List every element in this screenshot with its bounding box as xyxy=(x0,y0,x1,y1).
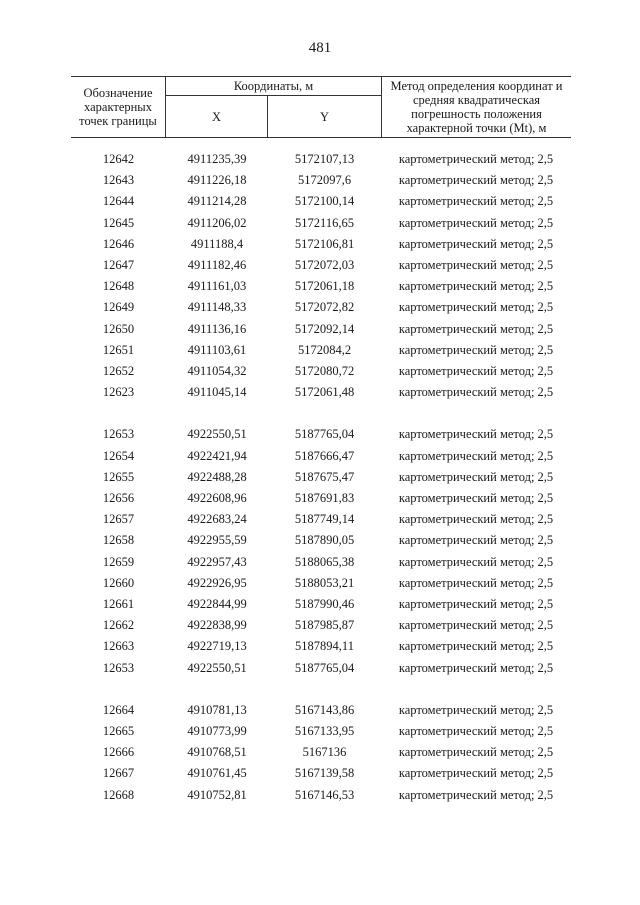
cell-coord-y: 5172107,13 xyxy=(294,152,355,166)
table-row xyxy=(71,170,571,191)
header-point-designation: Обозначение характерных точек границы xyxy=(71,77,166,137)
cell-point-id: 12668 xyxy=(102,787,135,802)
header-method: Метод определения координат и средняя квадратическая погрешность положения характерной точки (Mt), м xyxy=(381,77,571,137)
cell-point-id: 12647 xyxy=(102,257,135,272)
cell-coord-y: 5167146,53 xyxy=(294,787,355,802)
cell-point-id: 12661 xyxy=(102,596,135,611)
table-row xyxy=(71,213,571,234)
cell-coord-x: 4910768,51 xyxy=(187,745,247,760)
cell-point-id: 12644 xyxy=(102,194,135,209)
cell-point-id: 12667 xyxy=(102,766,135,781)
cell-coord-y: 5172061,48 xyxy=(294,385,355,400)
cell-coord-x: 4922608,96 xyxy=(187,491,247,505)
table-row xyxy=(71,276,571,297)
cell-coord-y: 5172072,82 xyxy=(294,300,355,315)
cell-point-id: 12666 xyxy=(102,745,135,760)
cell-coord-y: 5187990,46 xyxy=(294,596,355,611)
cell-coord-x: 4911182,46 xyxy=(187,257,247,272)
cell-point-id: 12659 xyxy=(102,554,135,569)
cell-coord-y: 5167143,86 xyxy=(294,702,355,717)
table-row xyxy=(71,297,571,318)
table-row xyxy=(71,382,571,403)
group-spacer xyxy=(71,679,571,700)
cell-coord-x: 4911045,14 xyxy=(187,385,247,400)
cell-method: картометрический метод; 2,5 xyxy=(398,766,554,781)
table-row xyxy=(71,763,571,784)
cell-coord-x: 4911161,03 xyxy=(187,279,247,294)
cell-point-id: 12665 xyxy=(102,724,135,739)
cell-coord-x: 4910761,45 xyxy=(187,766,247,781)
cell-coord-x: 4922838,99 xyxy=(187,618,247,633)
header-x: X xyxy=(166,96,268,137)
cell-point-id: 12658 xyxy=(102,533,135,548)
cell-method: картометрический метод; 2,5 xyxy=(398,745,554,760)
cell-method: картометрический метод; 2,5 xyxy=(398,575,554,590)
table-row xyxy=(71,255,571,276)
cell-method: картометрический метод; 2,5 xyxy=(398,152,554,166)
table-row xyxy=(71,573,571,594)
cell-point-id: 12650 xyxy=(102,321,135,336)
cell-point-id: 12623 xyxy=(102,385,135,400)
cell-point-id: 12654 xyxy=(102,448,135,463)
cell-method: картометрический метод; 2,5 xyxy=(398,660,554,675)
cell-coord-x: 4911214,28 xyxy=(187,194,247,209)
table-row xyxy=(71,149,571,170)
cell-coord-y: 5187894,11 xyxy=(295,639,354,654)
cell-method: картометрический метод; 2,5 xyxy=(398,639,554,654)
table-row xyxy=(71,446,571,467)
coordinates-table-body xyxy=(71,149,571,806)
cell-method: картометрический метод; 2,5 xyxy=(398,724,554,739)
cell-coord-x: 4922421,94 xyxy=(187,448,247,463)
cell-coord-y: 5172084,2 xyxy=(297,342,352,357)
cell-method: картометрический метод; 2,5 xyxy=(398,596,554,611)
cell-point-id: 12664 xyxy=(102,702,135,717)
cell-coord-y: 5187749,14 xyxy=(294,512,355,527)
cell-point-id: 12649 xyxy=(102,300,135,315)
cell-coord-x: 4922550,51 xyxy=(187,427,247,442)
group-spacer xyxy=(71,403,571,424)
cell-coord-x: 4911206,02 xyxy=(187,215,247,230)
table-row xyxy=(71,340,571,361)
cell-method: картометрический метод; 2,5 xyxy=(398,194,554,209)
cell-coord-x: 4922926,95 xyxy=(187,575,247,590)
cell-coord-x: 4922719,13 xyxy=(187,639,247,654)
cell-coord-x: 4911148,33 xyxy=(187,300,247,315)
cell-coord-x: 4922955,59 xyxy=(187,533,247,548)
cell-point-id: 12663 xyxy=(102,639,135,654)
cell-coord-y: 5188065,38 xyxy=(294,554,355,569)
table-row xyxy=(71,467,571,488)
cell-coord-x: 4922844,99 xyxy=(187,596,247,611)
cell-method: картометрический метод; 2,5 xyxy=(398,618,554,633)
cell-method: картометрический метод; 2,5 xyxy=(398,279,554,294)
cell-point-id: 12662 xyxy=(102,618,135,633)
cell-coord-y: 5172100,14 xyxy=(294,194,355,209)
cell-coord-x: 4922683,24 xyxy=(187,512,247,527)
cell-coord-x: 4922488,28 xyxy=(187,469,247,484)
cell-point-id: 12655 xyxy=(102,469,135,484)
cell-coord-y: 5187890,05 xyxy=(294,533,355,548)
cell-coord-y: 5172061,18 xyxy=(294,279,355,294)
table-row xyxy=(71,721,571,742)
cell-point-id: 12652 xyxy=(102,363,135,378)
cell-point-id: 12653 xyxy=(102,660,135,675)
cell-coord-y: 5172092,14 xyxy=(294,321,355,336)
cell-method: картометрический метод; 2,5 xyxy=(398,257,554,272)
table-row xyxy=(71,424,571,445)
cell-coord-x: 4910752,81 xyxy=(187,787,247,802)
cell-point-id: 12648 xyxy=(102,279,135,294)
cell-method: картометрический метод; 2,5 xyxy=(398,215,554,230)
cell-coord-x: 4911103,61 xyxy=(187,342,247,357)
cell-point-id: 12656 xyxy=(102,491,135,505)
cell-point-id: 12657 xyxy=(102,512,135,527)
cell-method: картометрический метод; 2,5 xyxy=(398,385,554,400)
cell-point-id: 12642 xyxy=(102,152,135,166)
cell-point-id: 12643 xyxy=(102,173,135,188)
cell-coord-y: 5187765,04 xyxy=(294,660,355,675)
cell-method: картометрический метод; 2,5 xyxy=(398,787,554,802)
cell-coord-y: 5187691,83 xyxy=(294,491,355,505)
cell-coord-x: 4910773,99 xyxy=(187,724,247,739)
cell-coord-x: 4911226,18 xyxy=(187,173,247,188)
cell-coord-x: 4911188,4 xyxy=(190,236,244,251)
cell-coord-y: 5172116,65 xyxy=(295,215,354,230)
cell-method: картометрический метод; 2,5 xyxy=(398,512,554,527)
table-row xyxy=(71,361,571,382)
cell-coord-y: 5167133,95 xyxy=(294,724,355,739)
cell-coord-y: 5172072,03 xyxy=(294,257,355,272)
cell-point-id: 12660 xyxy=(102,575,135,590)
cell-method: картометрический метод; 2,5 xyxy=(398,173,554,188)
table-row xyxy=(71,785,571,806)
cell-method: картометрический метод; 2,5 xyxy=(398,427,554,442)
table-row xyxy=(71,509,571,530)
cell-method: картометрический метод; 2,5 xyxy=(398,321,554,336)
cell-coord-x: 4922550,51 xyxy=(187,660,247,675)
cell-method: картометрический метод; 2,5 xyxy=(398,363,554,378)
cell-coord-x: 4911136,16 xyxy=(187,321,247,336)
table-row xyxy=(71,700,571,721)
table-row xyxy=(71,530,571,551)
cell-coord-y: 5188053,21 xyxy=(294,575,355,590)
table-row xyxy=(71,658,571,679)
cell-method: картометрический метод; 2,5 xyxy=(398,342,554,357)
cell-coord-y: 5187765,04 xyxy=(294,427,355,442)
cell-method: картометрический метод; 2,5 xyxy=(398,300,554,315)
cell-coord-y: 5172097,6 xyxy=(297,173,352,188)
cell-point-id: 12645 xyxy=(102,215,135,230)
cell-coord-y: 5167136 xyxy=(302,745,347,760)
cell-method: картометрический метод; 2,5 xyxy=(398,448,554,463)
cell-coord-y: 5167139,58 xyxy=(294,766,355,781)
cell-method: картометрический метод; 2,5 xyxy=(398,533,554,548)
cell-method: картометрический метод; 2,5 xyxy=(398,702,554,717)
page-number: 481 xyxy=(308,40,332,56)
table-row xyxy=(71,615,571,636)
table-row xyxy=(71,552,571,573)
cell-coord-x: 4910781,13 xyxy=(187,702,247,717)
table-row xyxy=(71,234,571,255)
cell-coord-y: 5172080,72 xyxy=(294,363,355,378)
cell-point-id: 12646 xyxy=(102,236,135,251)
cell-coord-y: 5172106,81 xyxy=(294,236,355,251)
cell-coord-y: 5187666,47 xyxy=(294,448,355,463)
table-row xyxy=(71,488,571,509)
cell-method: картометрический метод; 2,5 xyxy=(398,491,554,505)
cell-coord-x: 4922957,43 xyxy=(187,554,247,569)
cell-point-id: 12653 xyxy=(102,427,135,442)
table-row xyxy=(71,636,571,657)
table-header xyxy=(71,76,571,138)
header-y: Y xyxy=(319,109,330,124)
cell-coord-x: 4911235,39 xyxy=(187,152,247,166)
cell-coord-y: 5187675,47 xyxy=(294,469,355,484)
cell-point-id: 12651 xyxy=(102,342,135,357)
cell-method: картометрический метод; 2,5 xyxy=(398,236,554,251)
table-row xyxy=(71,742,571,763)
table-row xyxy=(71,594,571,615)
cell-method: картометрический метод; 2,5 xyxy=(398,554,554,569)
header-coordinates: Координаты, м xyxy=(166,77,381,96)
cell-coord-x: 4911054,32 xyxy=(187,363,247,378)
table-row xyxy=(71,319,571,340)
cell-method: картометрический метод; 2,5 xyxy=(398,469,554,484)
table-row xyxy=(71,191,571,212)
cell-coord-y: 5187985,87 xyxy=(294,618,355,633)
